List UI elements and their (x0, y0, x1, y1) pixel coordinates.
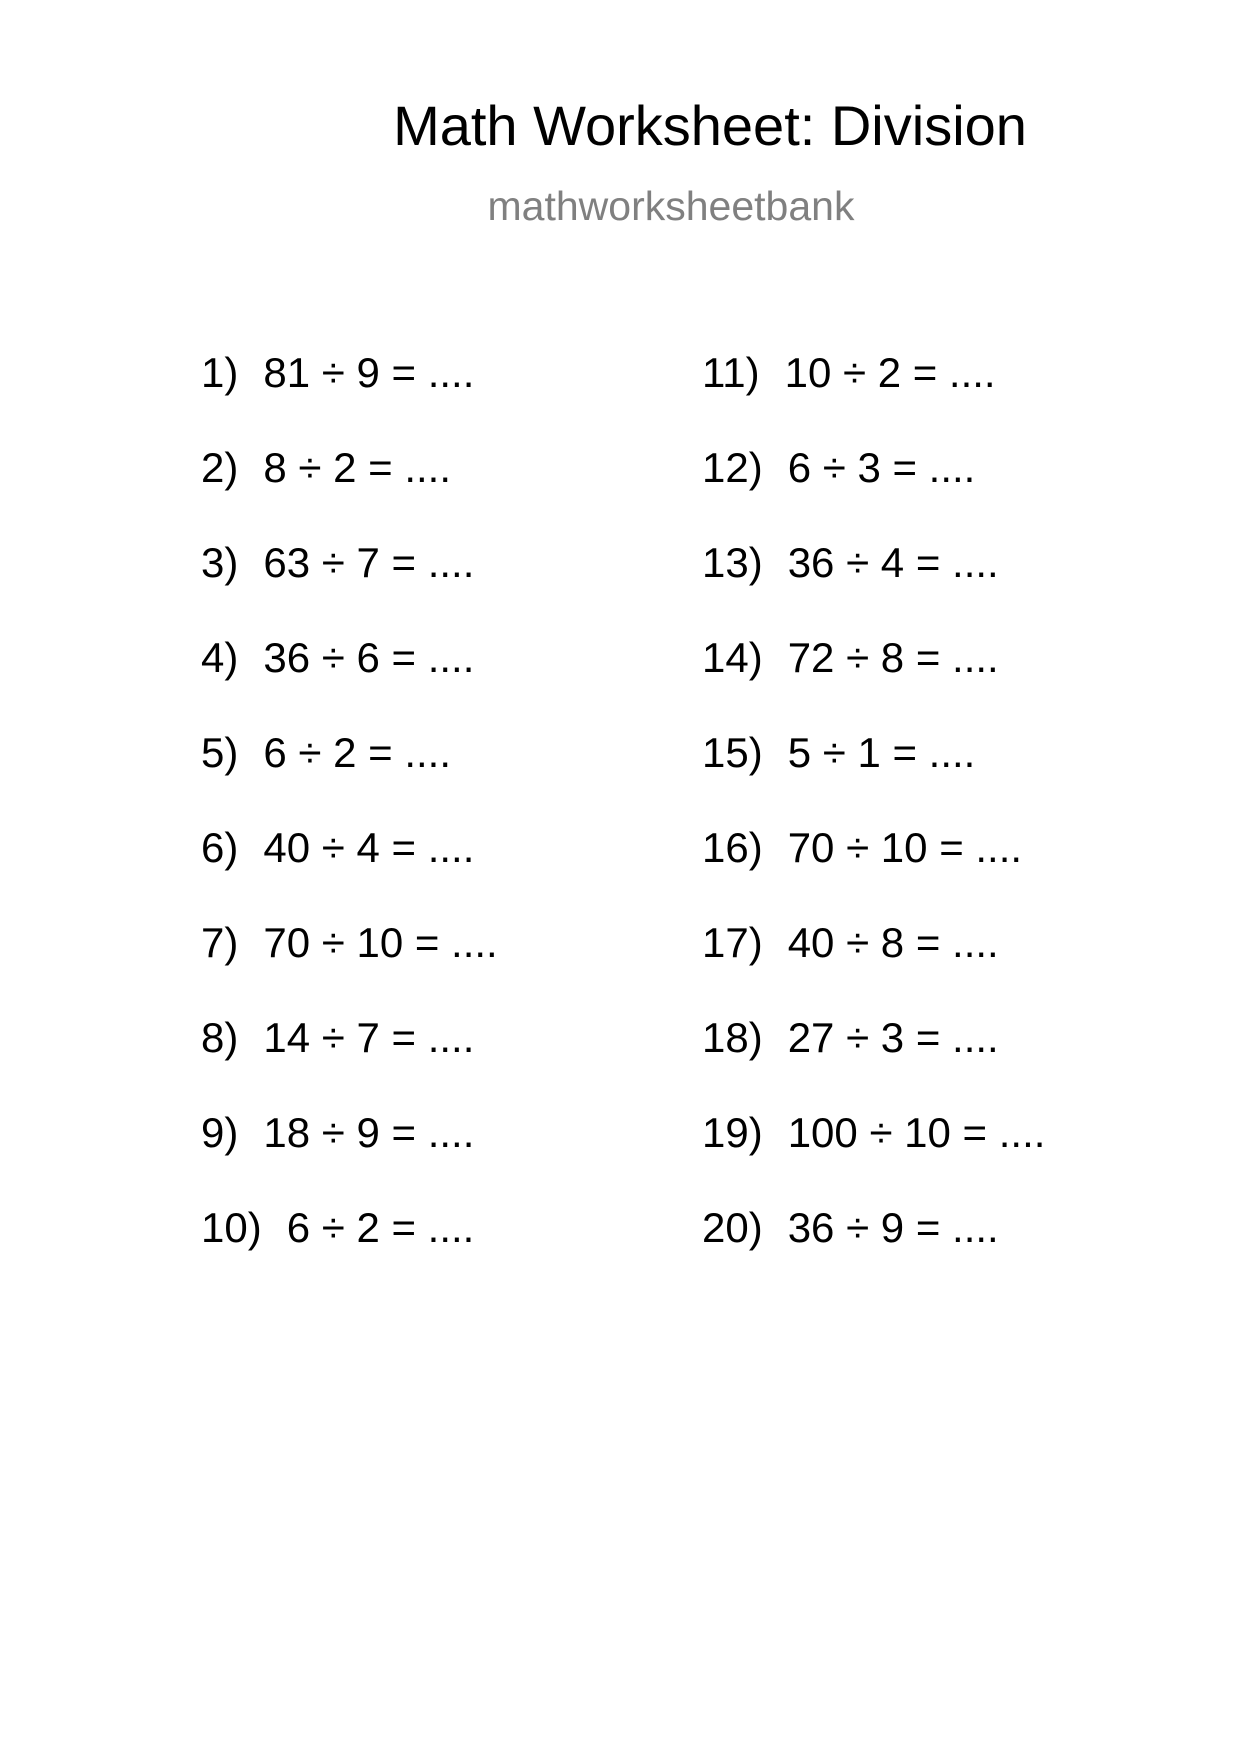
problem-expression: 40 ÷ 8 = .... (787, 919, 999, 966)
problem-expression: 6 ÷ 2 = .... (263, 729, 452, 776)
page-title: Math Worksheet: Division (393, 94, 1027, 157)
problem-number: 7) (201, 919, 239, 966)
problem-item (702, 729, 1045, 827)
problem-number: 3) (201, 539, 239, 586)
problems-column-right (702, 349, 1046, 1302)
problem-expression: 36 ÷ 4 = .... (787, 539, 999, 586)
problem-number: 4) (201, 634, 239, 681)
problem-item (702, 824, 1045, 922)
problem-item (702, 634, 1045, 732)
problem-item (702, 919, 1045, 1017)
problem-item (201, 444, 498, 542)
problem-expression: 70 ÷ 10 = .... (263, 919, 498, 966)
problem-item (702, 539, 1045, 637)
problem-number: 2) (201, 444, 239, 491)
problem-item (201, 539, 498, 637)
problem-number: 19) (702, 1109, 763, 1156)
problem-number: 6) (201, 824, 239, 871)
problem-number: 16) (702, 824, 763, 871)
problem-number: 10) (201, 1204, 262, 1251)
problem-item (201, 824, 498, 922)
problem-item (201, 919, 498, 1017)
problem-expression: 72 ÷ 8 = .... (787, 634, 999, 681)
problem-number: 20) (702, 1204, 763, 1251)
problem-expression: 5 ÷ 1 = .... (787, 729, 976, 776)
problem-expression: 40 ÷ 4 = .... (263, 824, 475, 871)
problem-expression: 10 ÷ 2 = .... (784, 349, 996, 396)
problem-expression: 14 ÷ 7 = .... (263, 1014, 475, 1061)
problem-item (702, 1204, 1045, 1302)
problem-number: 11) (702, 349, 760, 396)
page-subtitle: mathworksheetbank (487, 183, 855, 229)
problem-number: 17) (702, 919, 763, 966)
problem-expression: 6 ÷ 3 = .... (787, 444, 976, 491)
problem-expression: 100 ÷ 10 = .... (787, 1109, 1046, 1156)
problem-item (201, 349, 498, 447)
problem-number: 9) (201, 1109, 239, 1156)
problem-expression: 27 ÷ 3 = .... (787, 1014, 999, 1061)
problem-number: 5) (201, 729, 239, 776)
problem-number: 18) (702, 1014, 763, 1061)
problem-item (201, 1014, 498, 1112)
problem-item (702, 1014, 1045, 1112)
problem-item (201, 1109, 498, 1207)
problem-item (201, 1204, 498, 1302)
problem-item (201, 634, 498, 732)
problem-expression: 18 ÷ 9 = .... (263, 1109, 475, 1156)
problem-expression: 81 ÷ 9 = .... (263, 349, 475, 396)
problem-number: 8) (201, 1014, 239, 1061)
problem-expression: 8 ÷ 2 = .... (263, 444, 452, 491)
problem-expression: 36 ÷ 9 = .... (787, 1204, 999, 1251)
problem-number: 12) (702, 444, 763, 491)
problem-item (702, 1109, 1046, 1207)
problem-number: 15) (702, 729, 763, 776)
problem-number: 13) (702, 539, 763, 586)
problem-expression: 63 ÷ 7 = .... (263, 539, 475, 586)
problem-item (702, 349, 1045, 447)
problem-expression: 6 ÷ 2 = .... (286, 1204, 475, 1251)
problem-expression: 70 ÷ 10 = .... (787, 824, 1023, 871)
problem-number: 14) (702, 634, 763, 681)
problems-column-left (201, 349, 498, 1302)
problem-number: 1) (201, 349, 239, 396)
problem-item (702, 444, 1045, 542)
problem-expression: 36 ÷ 6 = .... (263, 634, 475, 681)
problem-item (201, 729, 498, 827)
